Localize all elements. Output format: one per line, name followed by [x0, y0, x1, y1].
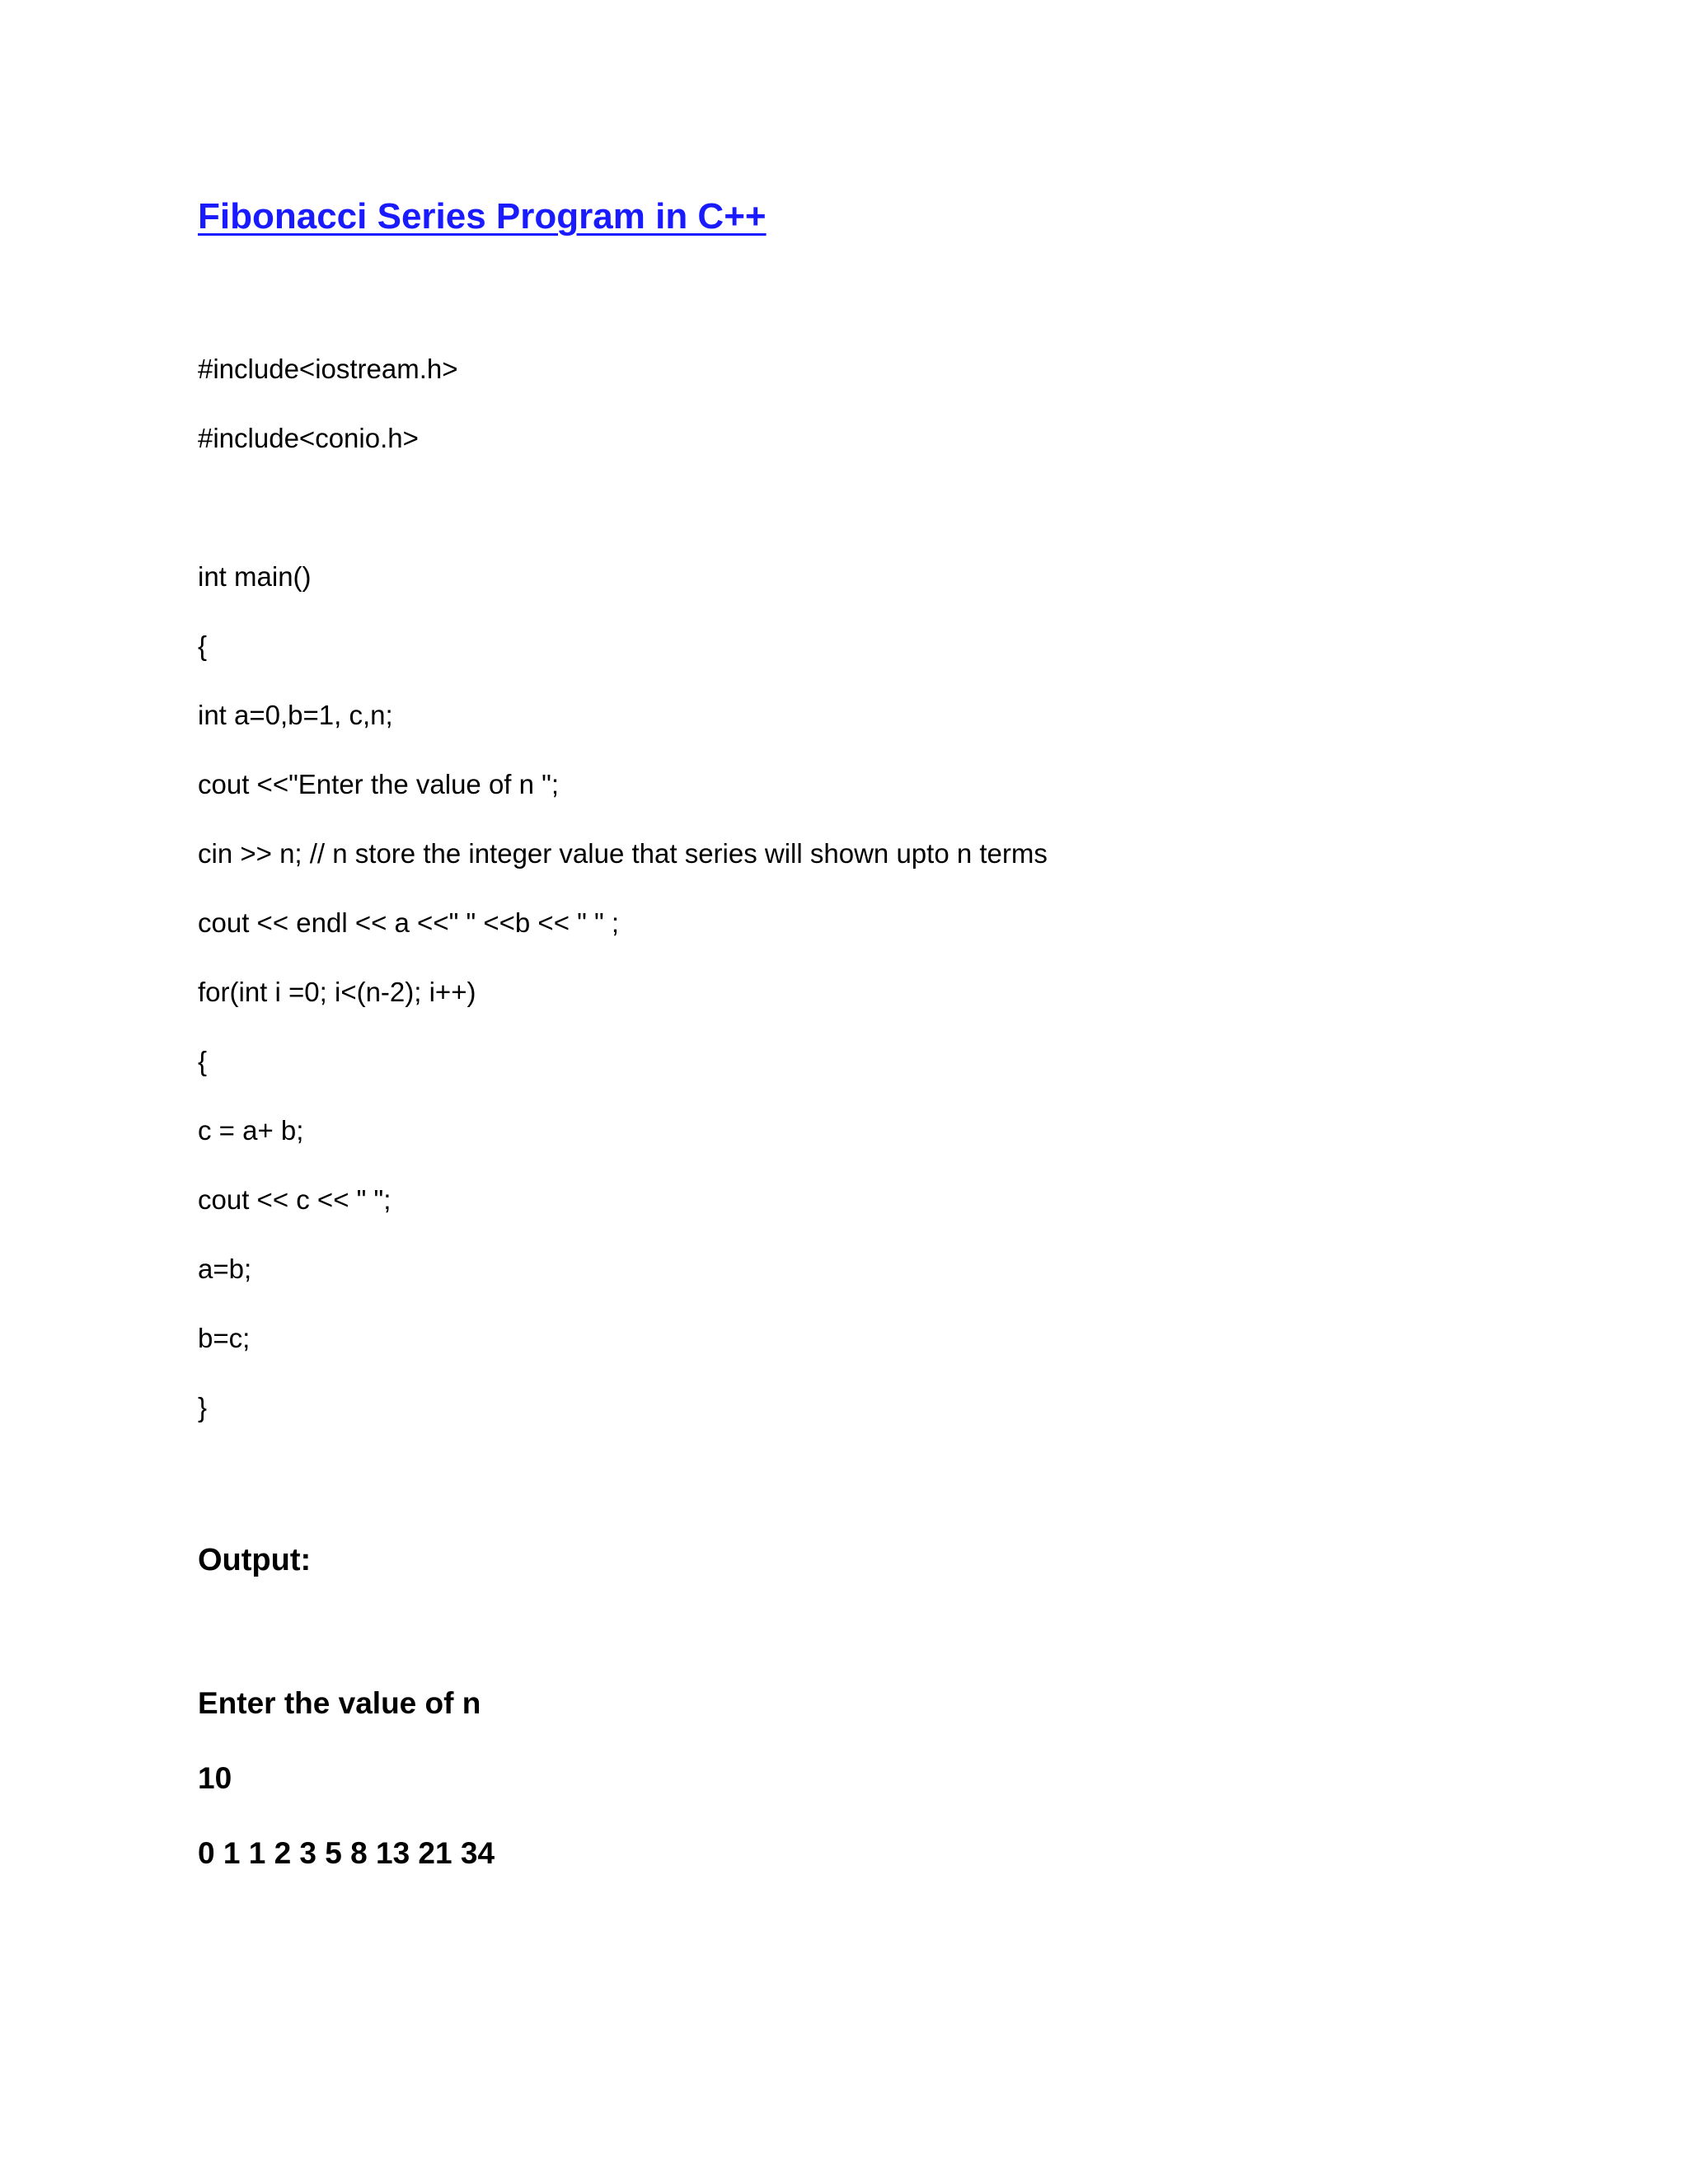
- code-line-assign-a: a=b;: [198, 1254, 252, 1284]
- output-line-series: 0 1 1 2 3 5 8 13 21 34: [198, 1836, 495, 1870]
- code-line-declarations: int a=0,b=1, c,n;: [198, 700, 393, 730]
- code-line-input: cin >> n; // n store the integer value that series will shown upto n terms: [198, 838, 1048, 869]
- code-line-main: int main(): [198, 561, 312, 592]
- code-line-print-first: cout << endl << a <<" " <<b << " " ;: [198, 907, 620, 938]
- code-line-include-iostream: #include<iostream.h>: [198, 354, 458, 384]
- output-line-input-value: 10: [198, 1761, 232, 1795]
- code-line-close-brace: }: [198, 1392, 208, 1422]
- output-heading: Output:: [198, 1543, 312, 1577]
- document-title-link[interactable]: Fibonacci Series Program in C++: [198, 196, 767, 237]
- code-line-for-loop: for(int i =0; i<(n-2); i++): [198, 977, 476, 1007]
- code-line-print-c: cout << c << " ";: [198, 1184, 392, 1215]
- code-line-open-brace: {: [198, 630, 208, 661]
- code-line-assign-b: b=c;: [198, 1323, 251, 1353]
- code-line-loop-open-brace: {: [198, 1046, 208, 1076]
- code-line-include-conio: #include<conio.h>: [198, 423, 419, 453]
- output-line-prompt: Enter the value of n: [198, 1686, 481, 1720]
- code-line-prompt: cout <<"Enter the value of n ";: [198, 769, 560, 799]
- code-line-sum: c = a+ b;: [198, 1115, 304, 1146]
